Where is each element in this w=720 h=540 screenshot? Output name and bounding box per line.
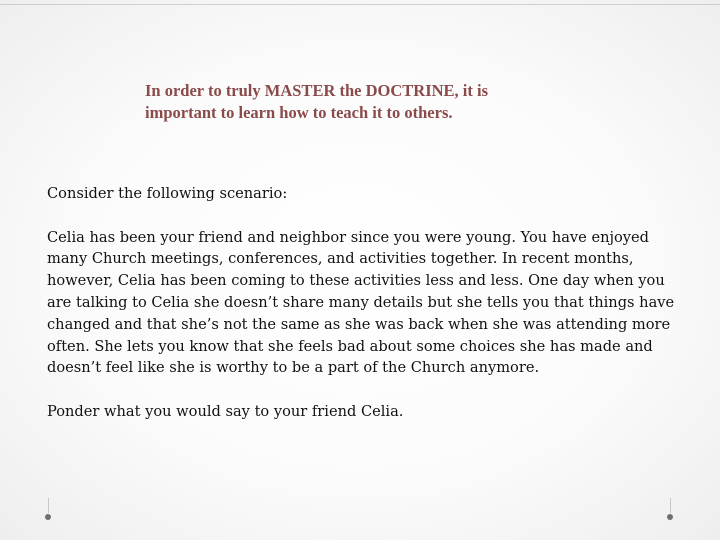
paragraph-spacer — [47, 205, 687, 227]
slide-title — [145, 80, 565, 124]
closing-text: Ponder what you would say to your friend Celia. — [47, 402, 404, 420]
intro-text: Consider the following scenario: — [47, 185, 288, 202]
scenario-text: Celia has been your friend and neighbor since you were young. You have enjoyed many Church meetings, conferences, and activities together. In recent months, however, Celia has been coming to these activities less and less. One day when you are talking to Celia she doesn’t share many details but she tells you that things have changed and that she’s not the same as she was back when she was attending more often. She lets you know that she feels bad about some choices she has made and doesn’t feel like she is worthy to be a part of the Church anymore. — [47, 228, 675, 377]
left-rail-line — [48, 498, 49, 513]
title-line-1: In order to truly MASTER the DOCTRINE, it is — [145, 81, 488, 100]
slide-body — [47, 183, 687, 423]
top-border-line — [0, 4, 720, 5]
right-corner-dot-icon — [667, 514, 673, 520]
left-corner-dot-icon — [45, 514, 51, 520]
paragraph-spacer — [47, 379, 687, 401]
title-line-2: important to learn how to teach it to others. — [145, 103, 453, 122]
right-rail-line — [670, 498, 671, 513]
